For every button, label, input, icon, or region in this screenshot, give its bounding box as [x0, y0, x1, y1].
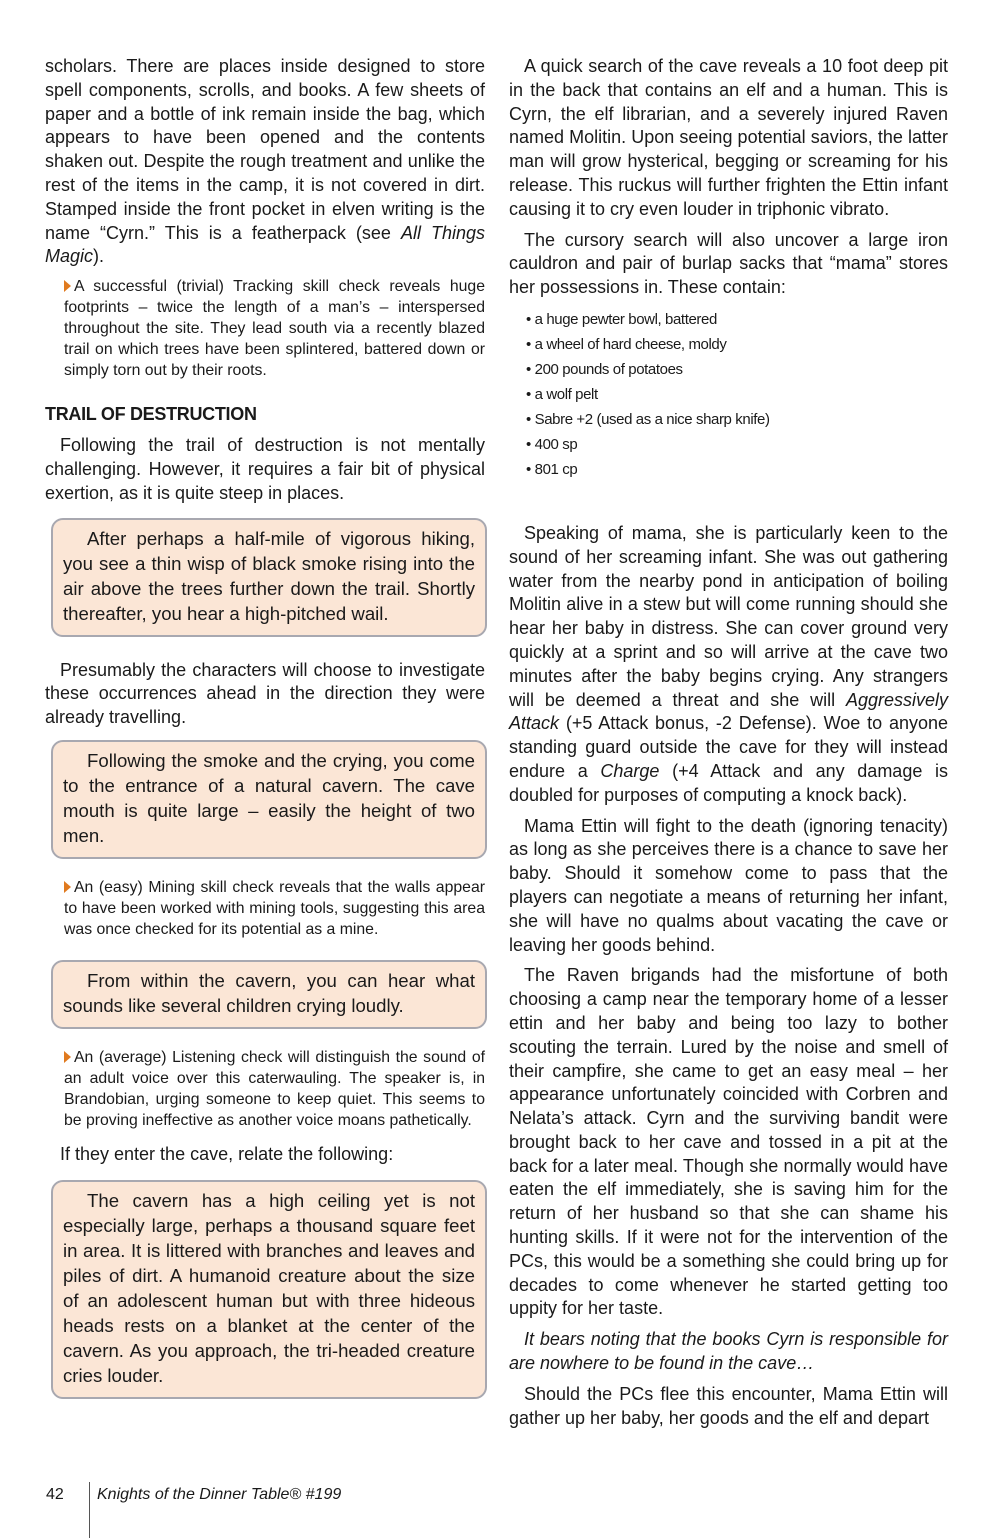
right-column: [509, 55, 948, 1437]
read-aloud-box: From within the cavern, you can hear what sounds like several children crying loudly.: [51, 960, 487, 1029]
list-item: • a wolf pelt: [526, 382, 948, 407]
skill-check-note: An (average) Listening check will distinguish the sound of an adult voice over this caterwauling. The speaker is, in Brandobian, urging someone to keep quiet. This seems to be proving ineffective as another voice moans pathetically.: [64, 1048, 485, 1129]
possessions-list: [526, 307, 948, 482]
paragraph: It bears noting that the books Cyrn is responsible for are nowhere to be found in the cave…: [509, 1329, 948, 1374]
triangle-marker-icon: [64, 280, 71, 292]
paragraph: scholars. There are places inside designed to store spell components, scrolls, and books. A few sheets of paper and a bottle of ink remain inside the bag, which appears to have been opened and the contents shaken out. Despite the rough treatment and unlike the rest of the items in the camp, it is not covered in dirt. Stamped inside the front pocket in elven writing is the name “Cyrn.” This is a featherpack (see All Things Magic).: [45, 56, 486, 267]
footer-title: Knights of the Dinner Table® #199: [97, 1486, 342, 1503]
list-item: • 200 pounds of potatoes: [526, 357, 948, 382]
list-item: • a wheel of hard cheese, moldy: [526, 332, 948, 357]
paragraph: Mama Ettin will fight to the death (ignoring tenacity) as long as she perceives there is a chance to save her baby. Should it somehow come to pass that the players can negotiate a means of returning her infant, she will have no qualms about vacating the cave or leaving her goods behind.: [509, 815, 948, 955]
read-aloud-box: The cavern has a high ceiling yet is not especially large, perhaps a thousand square feet in area. It is littered with branches and leaves and piles of dirt. A humanoid creature about the size of an adolescent human but with three hideous heads rests on a blanket at the center of the cavern. As you approach, the tri-headed creature cries louder.: [51, 1180, 487, 1399]
left-column: [45, 55, 485, 1399]
read-aloud-box: After perhaps a half-mile of vigorous hiking, you see a thin wisp of black smoke rising into the air above the trees further down the trail. Shortly thereafter, you hear a high-pitched wail.: [51, 518, 487, 637]
footer-divider: [89, 1482, 90, 1538]
paragraph: If they enter the cave, relate the following:: [60, 1143, 394, 1164]
list-item: • 801 cp: [526, 457, 948, 482]
list-item: • 400 sp: [526, 432, 948, 457]
read-aloud-box: Following the smoke and the crying, you come to the entrance of a natural cavern. The cave mouth is quite large – easily the height of two men.: [51, 740, 487, 859]
paragraph: Should the PCs flee this encounter, Mama Ettin will gather up her baby, her goods and the elf and depart: [509, 1383, 948, 1428]
paragraph: A quick search of the cave reveals a 10 foot deep pit in the back that contains an elf and a human. This is Cyrn, the elf librarian, and a severely injured Raven named Molitin. Upon seeing potential saviors, the latter man will grow hysterical, begging or screaming for his release. This ruckus will further frighten the Ettin infant causing it to cry even louder in triphonic vibrato.: [509, 56, 948, 219]
triangle-marker-icon: [64, 1051, 71, 1063]
section-heading: TRAIL OF DESTRUCTION: [45, 404, 257, 425]
page-number: 42: [46, 1486, 64, 1503]
triangle-marker-icon: [64, 881, 71, 893]
paragraph: Following the trail of destruction is not mentally challenging. However, it requires a fair bit of physical exertion, as it is quite steep in places.: [45, 435, 485, 503]
skill-check-note: An (easy) Mining skill check reveals that the walls appear to have been worked with mining tools, suggesting this area was once checked for its potential as a mine.: [64, 878, 485, 938]
paragraph: Presumably the characters will choose to investigate these occurrences ahead in the direction they were already travelling.: [45, 659, 485, 728]
paragraph: The Raven brigands had the misfortune of both choosing a camp near the temporary home of a lesser ettin and her baby and being too lazy to bother scouting the terrain. Lured by the noise and smell of their campfire, she came to get an easy meal – her appearance unfortunately coincided with Corbren and Nelata’s attack. Cyrn and the surviving bandit were brought back to her cave and tossed in a pit at the back for a later meal. Though she normally would have eaten the elf immediately, she is saving him for the return of her husband so that she can shame his hunting skills. If it were not for the intervention of the PCs, this would be a something she could bring up for decades to come whenever he started getting too uppity for her taste.: [509, 965, 948, 1319]
list-item: • Sabre +2 (used as a nice sharp knife): [526, 407, 948, 432]
skill-check-note: A successful (trivial) Tracking skill check reveals huge footprints – twice the length of a man’s – interspersed throughout the site. They lead south via a recently blazed trail on which trees have been splintered, battered down or simply torn out by their roots.: [64, 278, 485, 380]
paragraph: The cursory search will also uncover a large iron cauldron and pair of burlap sacks that “mama” stores her possessions in. These contain:: [509, 229, 948, 298]
paragraph: Speaking of mama, she is particularly keen to the sound of her screaming infant. She was out gathering water from the nearby pond in anticipation of boiling Molitin alive in a stew but will come running should she hear her baby in distress. She can cover ground very quickly at a sprint and so will arrive at the cave two minutes after the baby begins crying. Any strangers will be deemed a threat and she will Aggressively Attack (+5 Attack bonus, -2 Defense). Woe to anyone standing guard outside the cave for they will instead endure a Charge (+4 Attack and any damage is doubled for purposes of computing a knock back).: [509, 522, 948, 805]
list-item: • a huge pewter bowl, battered: [526, 307, 948, 332]
